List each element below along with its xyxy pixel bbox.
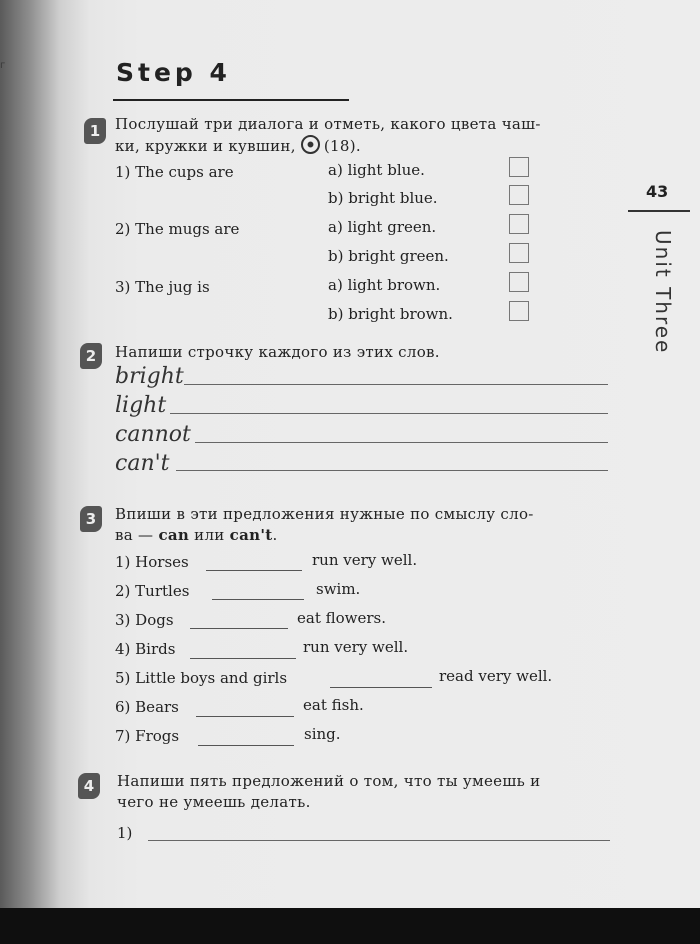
task-1-item-1-checkbox-a[interactable]: [509, 157, 529, 177]
task-1-item-2-stem: 2) The mugs are: [115, 220, 240, 238]
sentence-5-blank[interactable]: [330, 687, 432, 688]
task-1-item-2-option-b: b) bright green.: [328, 247, 449, 265]
sentence-6-end: eat fish.: [303, 696, 364, 714]
task-1-item-3-checkbox-a[interactable]: [509, 272, 529, 292]
sentence-4-blank[interactable]: [190, 658, 296, 659]
task-4-line-1-label: 1): [117, 824, 133, 842]
task-3-badge: 3: [80, 506, 102, 532]
word-cant: can't: [229, 526, 273, 544]
task-1-item-2-option-a: a) light green.: [328, 218, 437, 236]
task-1-item-3-checkbox-b[interactable]: [509, 301, 529, 321]
page-number: 43: [646, 182, 669, 201]
task-1-badge: 1: [84, 118, 106, 144]
word-sample-bright: bright: [115, 364, 184, 389]
sentence-3-start: 3) Dogs: [115, 611, 174, 629]
writing-line-cannot[interactable]: [195, 442, 608, 443]
sentence-7-blank[interactable]: [198, 745, 294, 746]
unit-label: Unit Three: [651, 230, 675, 355]
sentence-3-blank[interactable]: [190, 628, 288, 629]
sentence-4-end: run very well.: [303, 638, 409, 656]
sentence-7-start: 7) Frogs: [115, 727, 180, 745]
task-3-instruction: [115, 504, 615, 546]
sentence-2-start: 2) Turtles: [115, 582, 190, 600]
task-4-instruction-line2: чего не умеешь делать.: [117, 793, 311, 811]
writing-line-light[interactable]: [170, 413, 608, 414]
word-can: can: [158, 526, 190, 544]
task-1-item-3-option-b: b) bright brown.: [328, 305, 453, 323]
task-4-instruction: [117, 771, 617, 813]
sentence-2-blank[interactable]: [212, 599, 304, 600]
writing-line-cant[interactable]: [176, 470, 608, 471]
task-1-item-3-stem: 3) The jug is: [115, 278, 210, 296]
title-divider: [113, 99, 349, 101]
page-number-rule: [628, 210, 690, 212]
sentence-6-blank[interactable]: [196, 716, 294, 717]
sentence-5-start: 5) Little boys and girls: [115, 669, 288, 687]
word-sample-cannot: cannot: [115, 422, 191, 447]
task-4-badge: 4: [78, 773, 100, 799]
sentence-4-start: 4) Birds: [115, 640, 176, 658]
task-4-instruction-line1: Напиши пять предложений о том, что ты умеешь и: [117, 772, 541, 790]
task-1-instruction: [115, 114, 615, 157]
task-1-item-2-checkbox-b[interactable]: [509, 243, 529, 263]
task-1-instruction-line1: Послушай три диалога и отметь, какого цвета чаш-: [115, 115, 541, 133]
sentence-3-end: eat flowers.: [297, 609, 387, 627]
task-4-writing-line-1[interactable]: [148, 840, 610, 841]
task-1-item-1-checkbox-b[interactable]: [509, 185, 529, 205]
task-3-instruction-pre: ва —: [115, 526, 159, 544]
task-3-instruction-line1: Впиши в эти предложения нужные по смыслу сло-: [115, 505, 534, 523]
sentence-6-start: 6) Bears: [115, 698, 179, 716]
step-title: Step 4: [116, 58, 231, 87]
sentence-1-start: 1) Horses: [115, 553, 189, 571]
audio-track-number: (18).: [323, 137, 361, 155]
word-sample-light: light: [115, 393, 167, 418]
sentence-7-end: sing.: [304, 725, 341, 743]
audio-disc-icon: [301, 135, 320, 154]
scan-bottom-edge: [0, 908, 700, 944]
task-3-period: .: [272, 526, 278, 544]
task-3-instruction-line2: [115, 525, 615, 546]
task-1-instruction-text: ки, кружки и кувшин,: [115, 137, 296, 155]
task-1-item-2-checkbox-a[interactable]: [509, 214, 529, 234]
sentence-2-end: swim.: [316, 580, 361, 598]
task-2-badge: 2: [80, 343, 102, 369]
sentence-1-end: run very well.: [312, 551, 418, 569]
task-1-item-1-option-b: b) bright blue.: [328, 189, 438, 207]
task-2-instruction: Напиши строчку каждого из этих слов.: [115, 343, 440, 361]
word-sample-cant: can't: [115, 451, 170, 476]
task-1-instruction-line2: [115, 135, 615, 157]
task-1-item-3-option-a: a) light brown.: [328, 276, 441, 294]
spine-text: г: [0, 60, 6, 71]
sentence-5-end: read very well.: [439, 667, 553, 685]
word-or: или: [189, 526, 230, 544]
task-1-item-1-stem: 1) The cups are: [115, 163, 234, 181]
task-1-item-1-option-a: a) light blue.: [328, 161, 425, 179]
writing-line-bright[interactable]: [184, 384, 608, 385]
sentence-1-blank[interactable]: [206, 570, 302, 571]
